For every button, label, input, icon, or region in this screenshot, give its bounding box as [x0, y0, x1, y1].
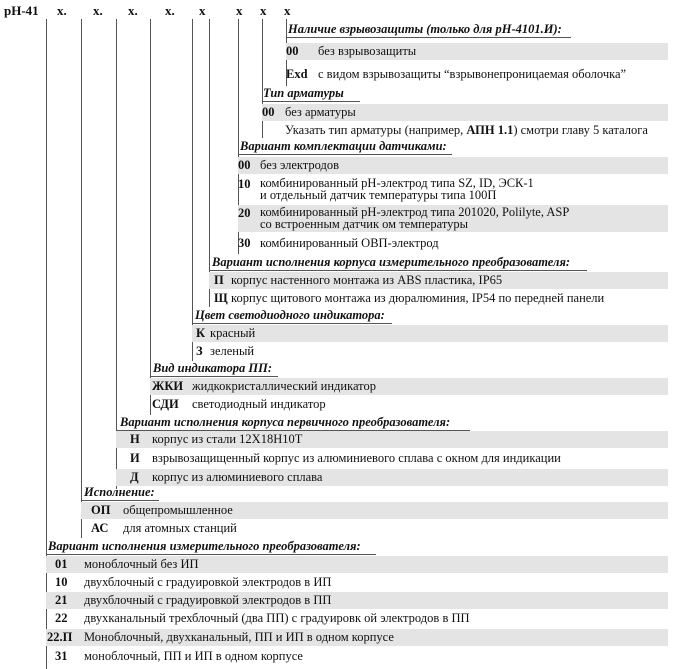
item-code: Щ: [214, 291, 228, 305]
list-item: [46, 610, 668, 627]
item-desc: для атомных станций: [123, 521, 237, 535]
list-item: [116, 431, 668, 448]
section-title-primary: Вариант исполнения корпуса первичного преобразователя:: [120, 415, 451, 429]
list-item: [262, 104, 668, 121]
item-desc: двухблочный с градуировкой электродов в ИП: [84, 575, 332, 589]
list-item: [81, 502, 668, 519]
item-code: 01: [55, 557, 68, 571]
item-code: И: [130, 451, 140, 465]
item-desc: без электродов: [260, 158, 340, 172]
item-desc: без взрывозащиты: [318, 44, 417, 58]
list-item: [46, 592, 668, 609]
item-desc: корпус из стали 12Х18Н10Т: [152, 432, 303, 446]
item-desc: комбинированный pH-электрод типа 201020, Polilyte, ASP со встроенным датчик ом температуры: [260, 205, 570, 231]
item-desc: корпус щитового монтажа из дюралюминия, IP54 по передней панели: [231, 291, 605, 305]
slot-7: x: [260, 3, 267, 18]
item-code: П: [214, 273, 224, 287]
item-code: 00: [262, 105, 275, 119]
item-code: 22: [55, 611, 68, 625]
divider: [150, 376, 278, 377]
list-item: [46, 648, 668, 665]
list-item: [150, 396, 668, 413]
connector-indicator: [150, 19, 151, 415]
item-desc: светодиодный индикатор: [192, 397, 326, 411]
slot-4: x.: [165, 3, 175, 18]
list-item: [46, 556, 668, 573]
list-item: [238, 176, 668, 202]
list-item: [286, 43, 668, 60]
item-desc: красный: [210, 326, 256, 340]
item-desc: корпус настенного монтажа из ABS пластика, IP65: [231, 273, 503, 287]
section-title-execution: Исполнение:: [84, 485, 155, 499]
item-code: АС: [91, 521, 109, 535]
connector-led: [192, 19, 193, 361]
item-code: 20: [238, 206, 251, 220]
list-item: [209, 290, 668, 307]
item-desc: без арматуры: [285, 105, 356, 119]
divider: [238, 154, 452, 155]
item-code: 00: [286, 44, 299, 58]
divider: [46, 554, 376, 555]
list-item: [238, 235, 668, 252]
item-desc: корпус из алюминиевого сплава: [152, 470, 323, 484]
item-code: 31: [55, 649, 68, 663]
section-title-housing: Вариант исполнения корпуса измерительного преобразователя:: [212, 255, 571, 269]
divider: [192, 323, 392, 324]
list-item: [116, 469, 668, 486]
section-title-led: Цвет светодиодного индикатора:: [195, 308, 385, 322]
item-desc: взрывозащищенный корпус из алюминиевого сплава с окном для индикации: [152, 451, 561, 465]
section-title-fitting: Тип арматуры: [263, 86, 344, 100]
list-item: [209, 272, 668, 289]
item-code: К: [196, 326, 206, 340]
item-desc: двухканальный трехблочный (два ПП) с градуировк ой электродов в ПП: [84, 611, 470, 625]
section-title-converter: Вариант исполнения измерительного преобразователя:: [48, 539, 361, 553]
item-desc: с видом взрывозащиты “взрывонепроницаемая оболочка”: [318, 67, 627, 81]
slot-3: x.: [128, 3, 138, 18]
section-title-indicator: Вид индикатора ПП:: [153, 361, 272, 375]
list-item: [81, 520, 668, 537]
list-item: [286, 66, 668, 83]
section-title-explosion: Наличие взрывозащиты (только для pH-4101.И):: [288, 22, 562, 36]
item-desc: моноблочный без ИП: [84, 557, 199, 571]
item-code: 21: [55, 593, 68, 607]
item-code: 00: [238, 158, 251, 172]
item-desc: общепромышленное: [123, 503, 233, 517]
slot-8: x: [284, 3, 291, 18]
slot-6: x: [236, 3, 243, 18]
list-item: [192, 343, 668, 360]
list-item: [46, 574, 668, 591]
item-desc: Указать тип арматуры (например, АПН 1.1) смотри главу 5 каталога: [285, 123, 648, 137]
item-code: ОП: [91, 503, 111, 517]
item-desc: Моноблочный, двухканальный, ПП и ИП в одном корпусе: [84, 630, 394, 644]
divider: [209, 270, 587, 271]
item-code: Exd: [286, 67, 308, 81]
item-desc: зеленый: [210, 344, 255, 358]
item-code: Д: [130, 470, 139, 484]
connector-primary: [116, 19, 117, 489]
item-desc: комбинированный pH-электрод типа SZ, ID, ЭСК-1 и отдельный датчик температуры типа 100П: [260, 176, 534, 202]
section-title-sensors: Вариант комплектации датчиками:: [240, 139, 447, 153]
slot-1: x.: [57, 3, 67, 18]
list-item: [238, 205, 668, 232]
item-code: СДИ: [152, 397, 179, 411]
list-item: [238, 157, 668, 174]
item-desc: жидкокристаллический индикатор: [192, 379, 376, 393]
item-code: 10: [55, 575, 68, 589]
item-code: З: [196, 344, 203, 358]
item-code: Н: [130, 432, 140, 446]
divider: [262, 101, 360, 102]
list-item: [116, 450, 668, 467]
item-desc: моноблочный, ПП и ИП в одном корпусе: [84, 649, 303, 663]
model-code: pH-41: [4, 3, 39, 18]
connector-execution: [81, 19, 82, 538]
item-desc: двухблочный с градуировкой электродов в ПП: [84, 593, 332, 607]
item-desc: комбинированный ОВП-электрод: [260, 236, 439, 250]
item-code: 10: [238, 177, 251, 191]
slot-5: x: [199, 3, 206, 18]
divider: [286, 37, 571, 38]
item-code: 30: [238, 236, 251, 250]
item-code: ЖКИ: [152, 379, 184, 393]
divider: [81, 500, 159, 501]
list-item: [262, 122, 668, 139]
list-item: [192, 325, 668, 342]
item-code: 22.П: [47, 630, 73, 644]
list-item: [46, 629, 668, 646]
list-item: [150, 378, 668, 395]
slot-2: x.: [93, 3, 103, 18]
connector-housing: [209, 19, 210, 307]
